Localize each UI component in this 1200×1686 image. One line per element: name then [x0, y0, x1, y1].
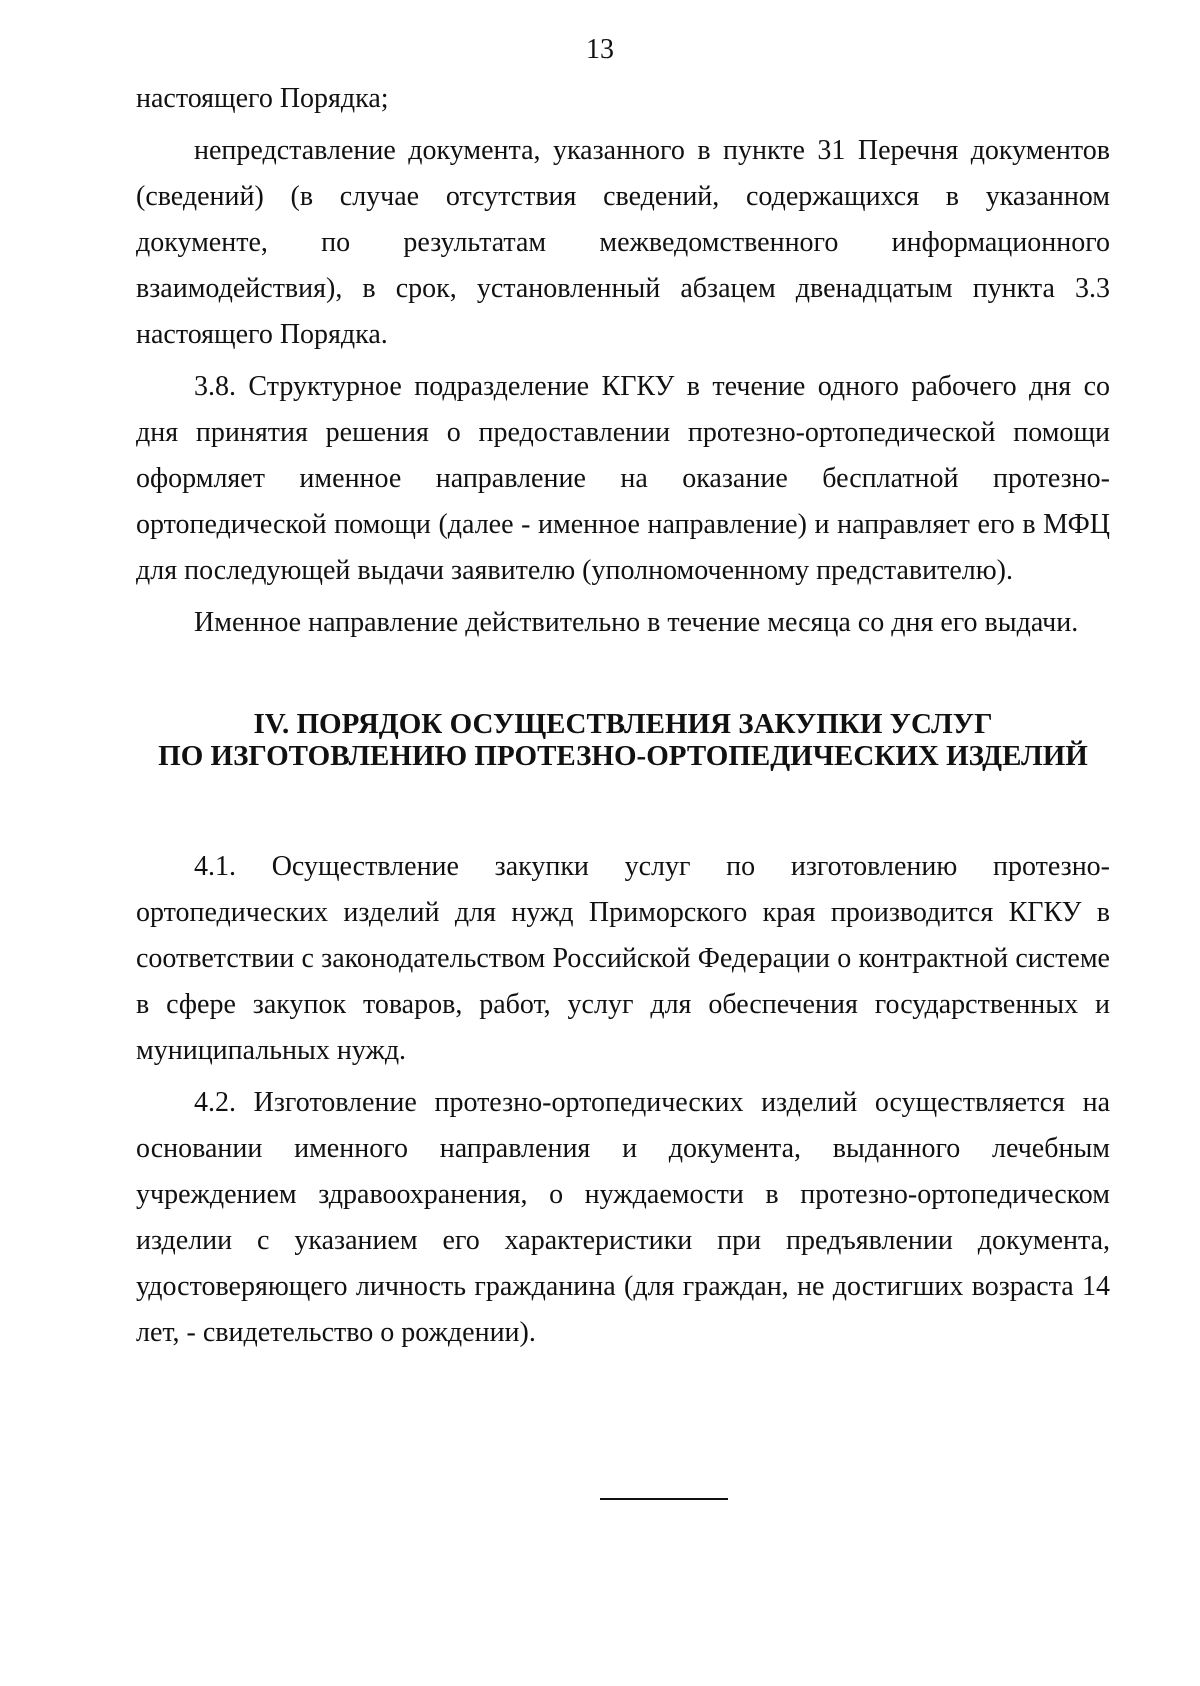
paragraph-continuation: настоящего Порядка; [136, 83, 389, 114]
end-of-document-rule [600, 1498, 728, 1500]
document-body [136, 76, 1110, 1356]
section-heading [136, 708, 1110, 772]
section-heading-line-1: IV. ПОРЯДОК ОСУЩЕСТВЛЕНИЯ ЗАКУПКИ УСЛУГ [253, 708, 993, 740]
paragraph-4-2: 4.2. Изготовление протезно-ортопедических изделий осуществляется на основании именного направления и документа, выданного лечебным учреждением здравоохранения, о нуждаемости в протезно-ортопедическом изделии с указанием его характеристики при предъявлении документа, удостоверяющего личность гражданина (для граждан, не достигших возраста 14 лет, - свидетельство о рождении). [136, 1087, 1110, 1348]
paragraph-non-submission: непредставление документа, указанного в пункте 31 Перечня документов (сведений) (в случае отсутствия сведений, содержащихся в указанном документе, по результатам межведомственного информационного взаимодействия), в срок, установленный абзацем двенадцатым пункта 3.3 настоящего Порядка. [136, 135, 1110, 350]
paragraph-3-8: 3.8. Структурное подразделение КГКУ в течение одного рабочего дня со дня принятия решения о предоставлении протезно-ортопедической помощи оформляет именное направление на оказание бесплатной протезно-ортопедической помощи (далее - именное направление) и направляет его в МФЦ для последующей выдачи заявителю (уполномоченному представителю). [136, 371, 1110, 586]
paragraph-validity: Именное направление действительно в течение месяца со дня его выдачи. [194, 607, 1079, 638]
paragraph-4-1: 4.1. Осуществление закупки услуг по изготовлению протезно-ортопедических изделий для нужд Приморского края производится КГКУ в соответствии с законодательством Российской Федерации о контрактной системе в сфере закупок товаров, работ, услуг для обеспечения государственных и муниципальных нужд. [136, 851, 1110, 1066]
page-number: 13 [586, 34, 614, 65]
section-heading-line-2: ПО ИЗГОТОВЛЕНИЮ ПРОТЕЗНО-ОРТОПЕДИЧЕСКИХ ИЗДЕЛИЙ [158, 740, 1088, 772]
